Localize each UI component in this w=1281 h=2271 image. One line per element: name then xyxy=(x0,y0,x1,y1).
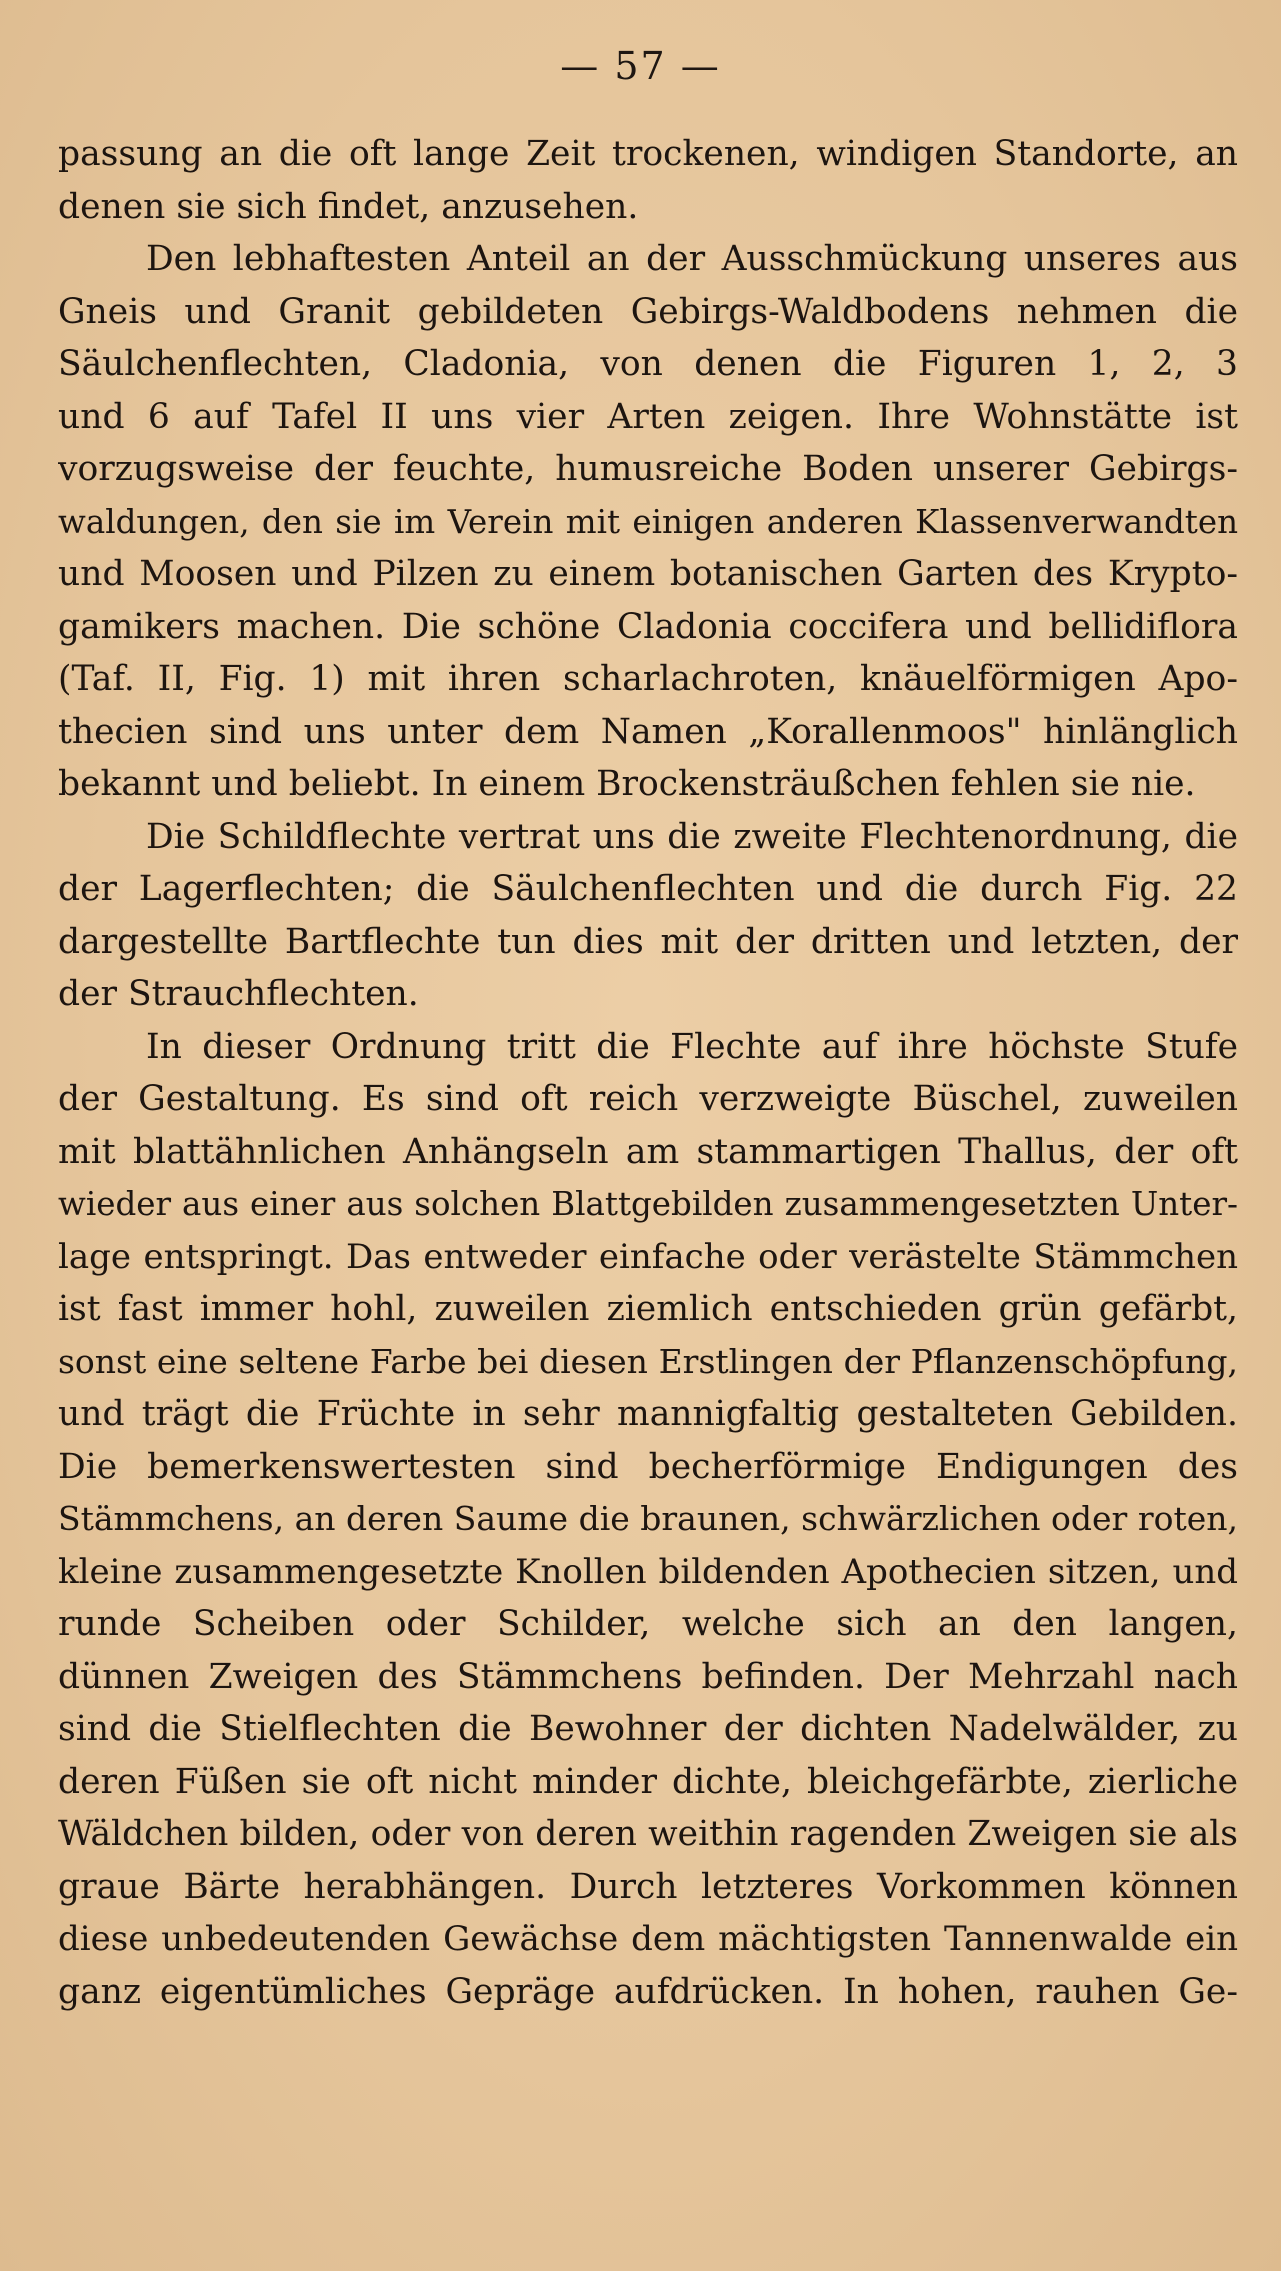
text-line: dargestellte Bartflechte tun dies mit der dritten und letzten, der xyxy=(58,921,1238,962)
text-line: (Taf. II, Fig. 1) mit ihren scharlachroten, knäuelförmigen Apo- xyxy=(58,659,1238,699)
text-line: diese unbedeutenden Gewächse dem mächtigsten Tannenwalde ein xyxy=(58,1919,1238,1959)
text-line: waldungen, den sie im Verein mit einigen anderen Klassenverwandten xyxy=(58,502,1238,541)
text-line: Stämmchens, an deren Saume die braunen, schwärzlichen oder roten, xyxy=(58,1499,1238,1538)
text-line: dünnen Zweigen des Stämmchens befinden. Der Mehrzahl nach xyxy=(58,1656,1238,1697)
text-line: wieder aus einer aus solchen Blattgebilden zusammengesetzten Unter- xyxy=(58,1185,1238,1223)
body-text xyxy=(58,128,1238,2018)
text-line: und Moosen und Pilzen zu einem botanischen Garten des Krypto- xyxy=(58,554,1238,594)
text-line: bekannt und beliebt. In einem Brockensträußchen fehlen sie nie. xyxy=(58,764,1196,804)
text-line: Den lebhaftesten Anteil an der Ausschmückung unseres aus xyxy=(146,239,1238,279)
page-number: — 57 — xyxy=(560,44,721,88)
text-line: In dieser Ordnung tritt die Flechte auf ihre höchste Stufe xyxy=(146,1026,1238,1067)
text-line: denen sie sich findet, anzusehen. xyxy=(58,186,639,227)
text-line: graue Bärte herabhängen. Durch letzteres Vorkommen können xyxy=(58,1866,1238,1907)
text-line: Säulchenflechten, Cladonia, von denen die Figuren 1, 2, 3 xyxy=(58,344,1238,384)
text-line: kleine zusammengesetzte Knollen bildenden Apothecien sitzen, und xyxy=(58,1551,1238,1592)
text-line: der Gestaltung. Es sind oft reich verzweigte Büschel, zuweilen xyxy=(58,1079,1238,1119)
text-line: der Strauchflechten. xyxy=(58,974,419,1014)
text-line: und trägt die Früchte in sehr mannigfaltig gestalteten Gebilden. xyxy=(58,1394,1238,1434)
text-line: lage entspringt. Das entweder einfache oder verästelte Stämmchen xyxy=(58,1236,1238,1277)
text-line: sind die Stielflechten die Bewohner der dichten Nadelwälder, zu xyxy=(58,1709,1238,1749)
text-line: mit blattähnlichen Anhängseln am stammartigen Thallus, der oft xyxy=(58,1131,1238,1172)
text-line: gamikers machen. Die schöne Cladonia coccifera und bellidiflora xyxy=(58,606,1238,647)
text-line: Die bemerkenswertesten sind becherförmige Endigungen des xyxy=(58,1446,1238,1487)
text-line: der Lagerflechten; die Säulchenflechten und die durch Fig. 22 xyxy=(58,869,1238,909)
text-line: deren Füßen sie oft nicht minder dichte, bleichgefärbte, zierliche xyxy=(58,1761,1238,1802)
text-line: Die Schildflechte vertrat uns die zweite Flechtenordnung, die xyxy=(146,816,1238,857)
text-line: sonst eine seltene Farbe bei diesen Erstlingen der Pflanzenschöpfung, xyxy=(58,1341,1238,1381)
text-line: ist fast immer hohl, zuweilen ziemlich entschieden grün gefärbt, xyxy=(58,1289,1238,1329)
text-line: ganz eigentümliches Gepräge aufdrücken. In hohen, rauhen Ge- xyxy=(58,1971,1238,2012)
text-line: runde Scheiben oder Schilder, welche sich an den langen, xyxy=(58,1604,1238,1644)
text-line: passung an die oft lange Zeit trockenen, windigen Standorte, an xyxy=(58,134,1238,174)
text-line: vorzugsweise der feuchte, humusreiche Boden unserer Gebirgs- xyxy=(58,449,1238,489)
text-line: thecien sind uns unter dem Namen „Korallenmoos" hinlänglich xyxy=(58,711,1238,752)
text-line: und 6 auf Tafel II uns vier Arten zeigen. Ihre Wohnstätte ist xyxy=(58,396,1238,437)
text-line: Gneis und Granit gebildeten Gebirgs-Waldbodens nehmen die xyxy=(58,291,1238,332)
text-line: Wäldchen bilden, oder von deren weithin ragenden Zweigen sie als xyxy=(58,1814,1238,1854)
